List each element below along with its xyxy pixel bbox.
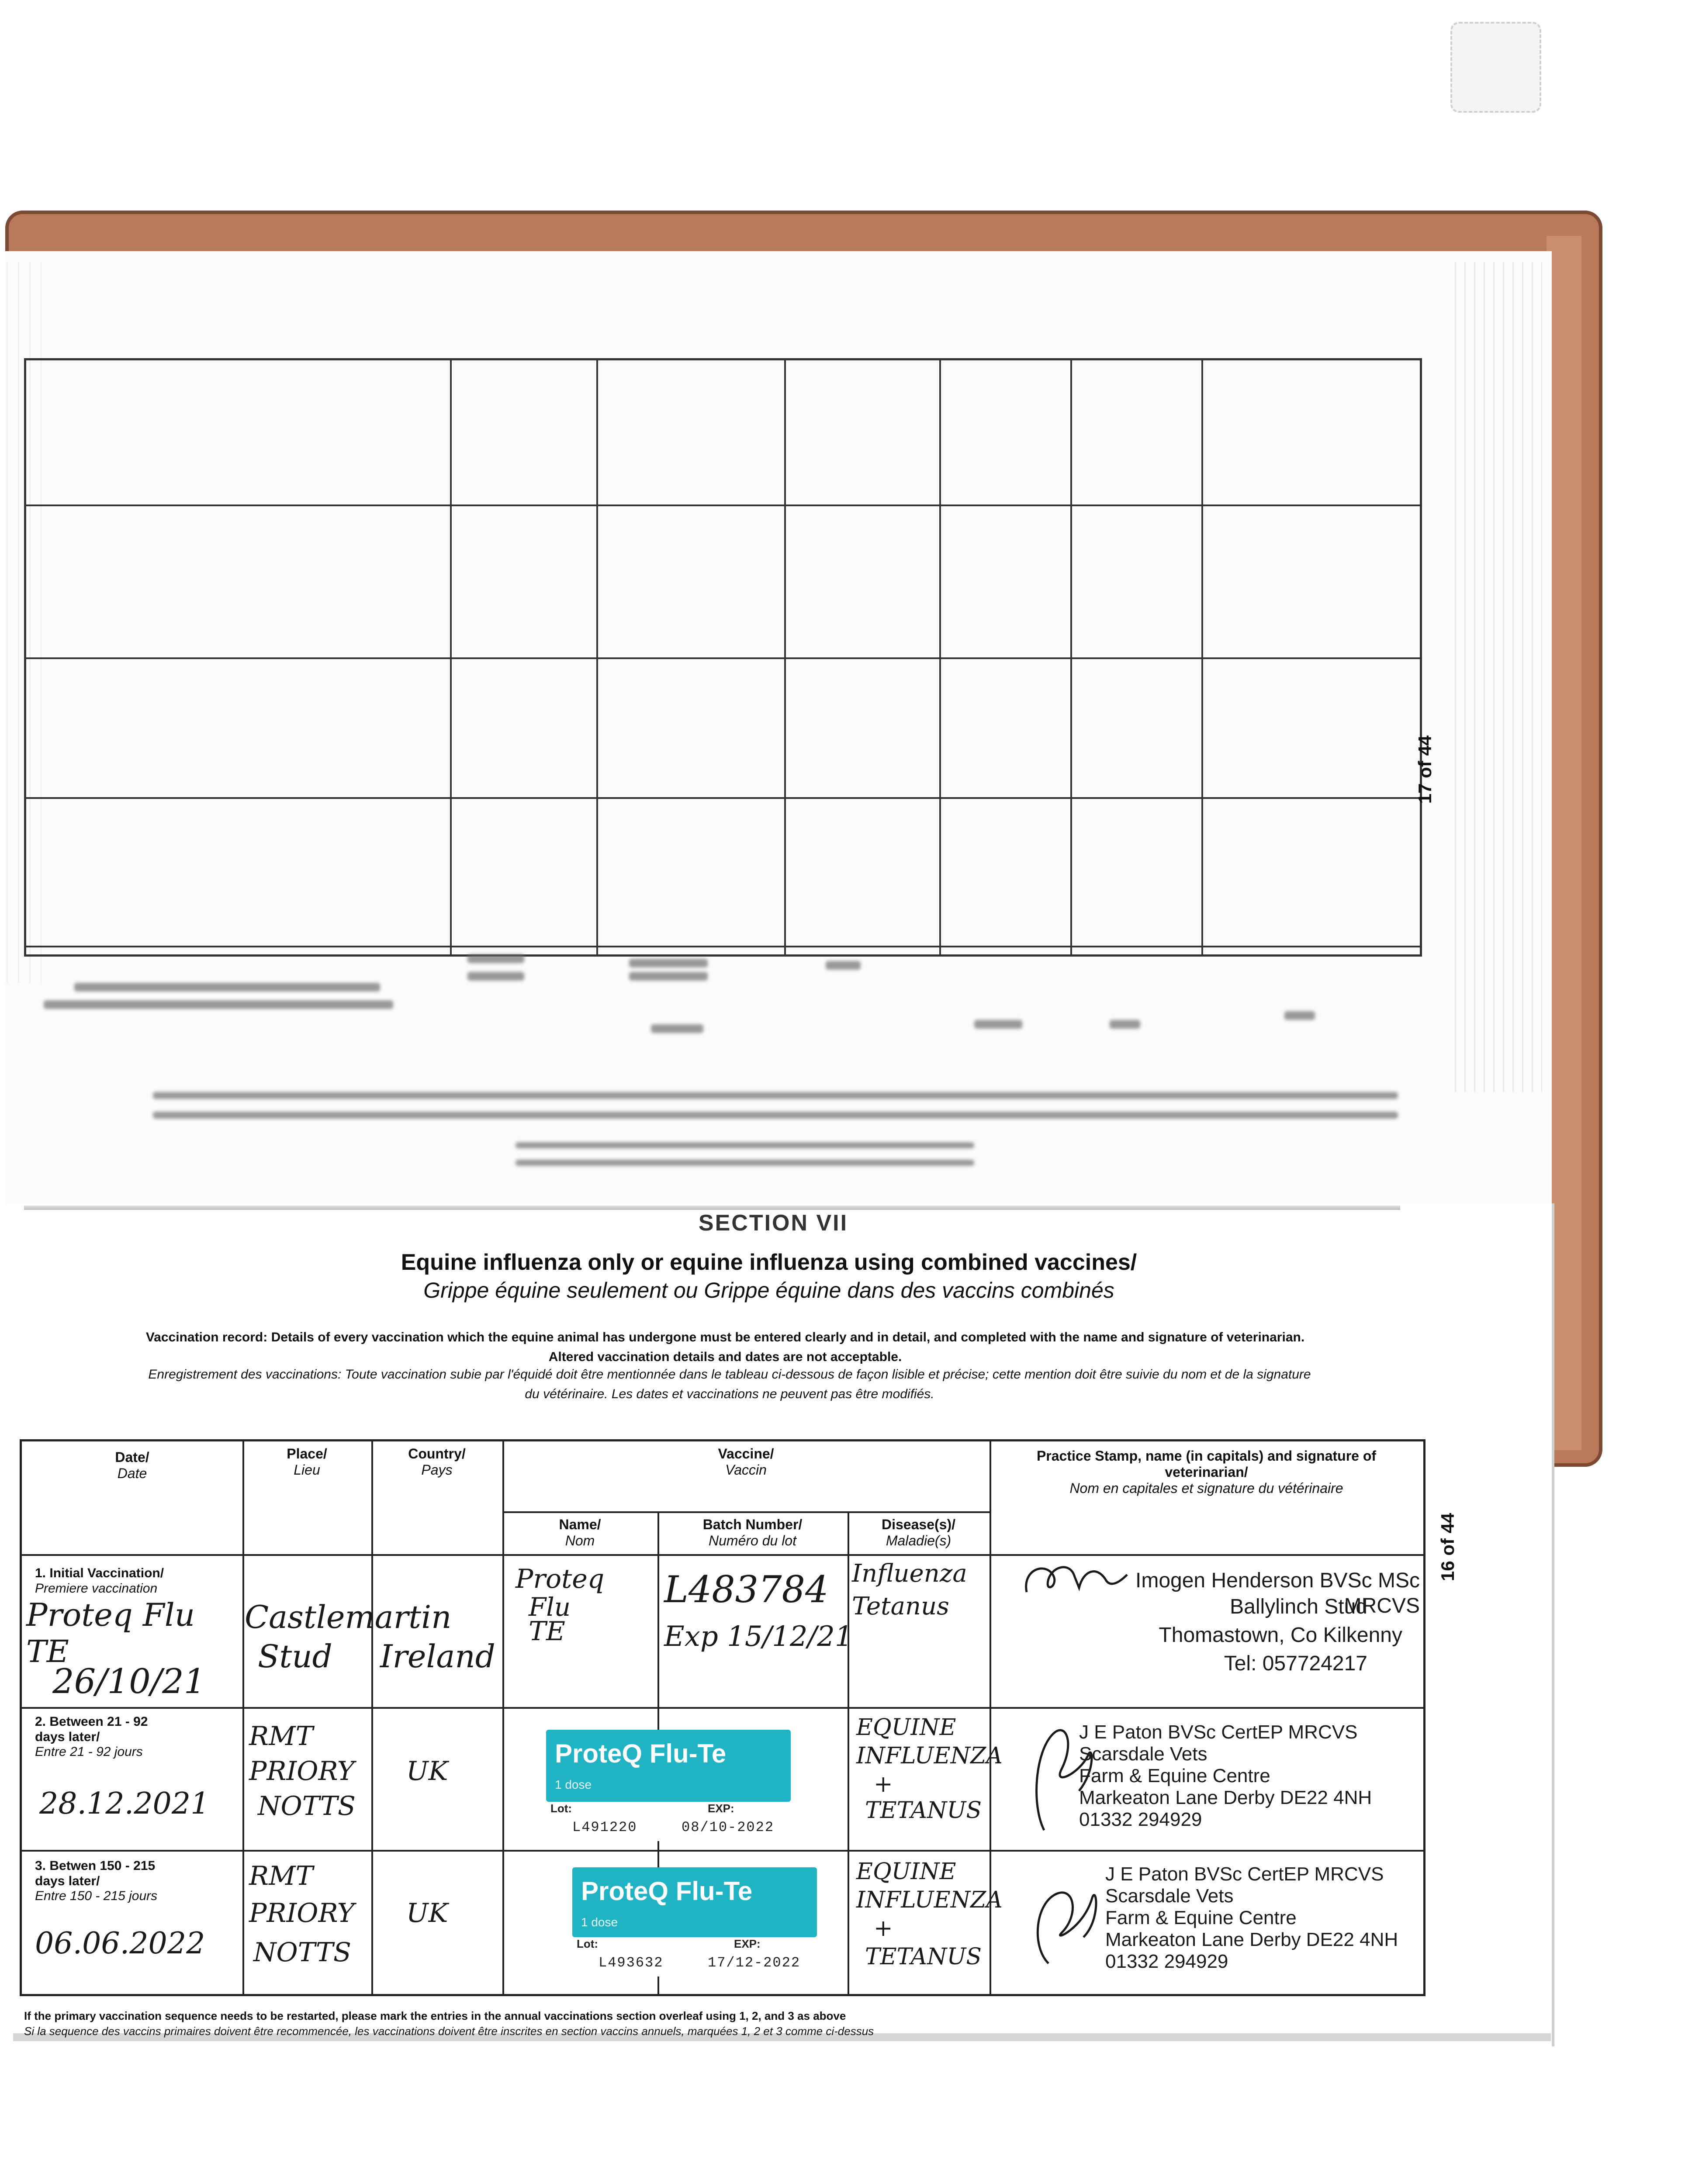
vaccine-sticker-3: ProteQ Flu-Te 1 dose	[572, 1867, 817, 1937]
hand-place-2c: NOTTS	[258, 1791, 356, 1821]
hand-name-1: Proteq	[516, 1564, 605, 1594]
col-header-place: Place/ Lieu	[287, 1446, 327, 1478]
mirrored-text	[153, 1112, 1398, 1119]
practice-stamp-3-line2: Scarsdale Vets	[1105, 1885, 1234, 1907]
practice-stamp-2-line2: Scarsdale Vets	[1079, 1743, 1208, 1765]
section-title: SECTION VII	[698, 1210, 848, 1236]
sticker-lot-number: L491220	[572, 1819, 637, 1835]
instructions-fr: Enregistrement des vaccinations: Toute vaccination subie par l'équidé doit être mentionnée dans le tableau ci-dessous de façon lisible et précise; cette mention doit être suivie du nom et de la signature	[148, 1367, 1311, 1382]
col-header-name: Name/ Nom	[559, 1517, 601, 1548]
row-label-third: 3. Betwen 150 - 215 days later/ Entre 150 - 215 jours	[35, 1859, 158, 1903]
hand-name-1c: TE	[529, 1616, 565, 1647]
practice-stamp-2-line5: 01332 294929	[1079, 1809, 1202, 1830]
col-header-vaccine: Vaccine/ Vaccin	[718, 1446, 774, 1478]
mirrored-text	[974, 1020, 1022, 1029]
vaccine-sticker-2	[546, 1730, 791, 1802]
page-number-16: 16 of 44	[1437, 1513, 1458, 1581]
hand-place-1: Castlemartin	[245, 1599, 452, 1635]
mirrored-text	[74, 983, 380, 992]
sticker-dose: 1 dose	[555, 1778, 592, 1791]
hand-disease-1b: Tetanus	[852, 1592, 949, 1621]
hand-date-1-line1: Proteq Flu	[26, 1597, 195, 1633]
practice-stamp-3-line5: 01332 294929	[1105, 1951, 1228, 1972]
practice-stamp-3-line4: Markeaton Lane Derby DE22 4NH	[1105, 1929, 1398, 1950]
mirrored-text	[153, 1092, 1398, 1099]
practice-stamp-1-line3: Thomastown, Co Kilkenny	[1159, 1624, 1402, 1647]
hand-date-1-line2: TE	[26, 1634, 69, 1669]
practice-stamp-3-line1: J E Paton BVSc CertEP MRCVS	[1105, 1863, 1384, 1885]
hand-disease-2c: +	[874, 1771, 893, 1797]
practice-stamp-2-line4: Markeaton Lane Derby DE22 4NH	[1079, 1787, 1372, 1808]
hand-place-2b: PRIORY	[249, 1756, 355, 1787]
hand-place-3: RMT	[249, 1861, 313, 1891]
hand-disease-2b: INFLUENZA	[856, 1743, 1003, 1769]
col-header-disease: Disease(s)/ Maladie(s)	[882, 1517, 955, 1548]
practice-stamp-2-line1: J E Paton BVSc CertEP MRCVS	[1079, 1721, 1358, 1743]
mirrored-text	[467, 972, 524, 981]
page-number-17: 17 of 44	[1415, 735, 1435, 804]
instructions-en-2: Altered vaccination details and dates are not acceptable.	[548, 1350, 902, 1364]
hand-place-3b: PRIORY	[249, 1898, 355, 1928]
hand-place-3c: NOTTS	[253, 1937, 351, 1968]
sticker-exp-date: 08/10-2022	[682, 1819, 775, 1835]
mirrored-text	[516, 1160, 974, 1166]
col-header-stamp: Practice Stamp, name (in capitals) and signature of veterinarian/ Nom en capitales et signature du vétérinaire	[1036, 1448, 1377, 1496]
mirrored-text	[629, 972, 708, 981]
hand-name-1b: Flu	[529, 1592, 571, 1622]
empty-vaccination-grid	[24, 358, 1422, 957]
hand-disease-3: EQUINE	[856, 1859, 956, 1885]
mirrored-text	[629, 959, 708, 968]
section-heading-en: Equine influenza only or equine influenza using combined vaccines/	[401, 1250, 1137, 1275]
hand-disease-3c: +	[874, 1915, 893, 1942]
practice-stamp-1-line1: Imogen Henderson BVSc MSc MRCVS	[1135, 1569, 1420, 1617]
hand-country-2: UK	[406, 1756, 448, 1787]
hand-country-1: Ireland	[380, 1638, 495, 1675]
hand-place-2: RMT	[249, 1721, 313, 1752]
footnote-fr: Si la sequence des vaccins primaires doivent être recommencée, les vaccinations doivent être inscrites en section vaccins annuels, marquées 1, 2 et 3 comme ci-dessus	[24, 2025, 874, 2038]
col-header-country: Country/ Pays	[408, 1446, 466, 1478]
section-heading-fr: Grippe équine seulement ou Grippe équine dans des vaccins combinés	[423, 1278, 1114, 1303]
security-pattern	[1455, 262, 1542, 1092]
mirrored-text	[826, 961, 861, 970]
hand-country-3: UK	[406, 1898, 448, 1928]
mirrored-text	[467, 954, 524, 963]
footnote-en: If the primary vaccination sequence needs to be restarted, please mark the entries in the annual vaccinations section overleaf using 1, 2, and 3 as above	[24, 2009, 846, 2022]
hand-date-3: 06.06.2022	[35, 1926, 205, 1961]
hand-batch-1: L483784	[664, 1568, 829, 1611]
mirrored-text	[1110, 1020, 1140, 1029]
col-header-date: Date/ Date	[115, 1449, 149, 1481]
hand-disease-2: EQUINE	[856, 1714, 956, 1741]
vaccination-table	[20, 1439, 1426, 1996]
hand-place-1b: Stud	[258, 1638, 332, 1675]
mirrored-text	[1284, 1011, 1315, 1020]
hand-date-1: 26/10/21	[52, 1662, 206, 1701]
practice-stamp-2-line3: Farm & Equine Centre	[1079, 1765, 1270, 1787]
mirrored-text	[44, 1000, 393, 1009]
col-header-batch: Batch Number/ Numéro du lot	[702, 1517, 803, 1548]
practice-stamp-3-line3: Farm & Equine Centre	[1105, 1907, 1297, 1928]
hand-disease-3b: INFLUENZA	[856, 1887, 1003, 1913]
sticker-lot-2: Lot: EXP: L491220 08/10-2022	[546, 1802, 791, 1841]
hand-disease-2d: TETANUS	[865, 1797, 982, 1824]
section-rule	[24, 1206, 1400, 1210]
practice-stamp-1-line4: Tel: 057724217	[1224, 1652, 1367, 1675]
hand-disease-3d: TETANUS	[865, 1944, 982, 1970]
row-label-initial: 1. Initial Vaccination/ Premiere vaccination	[35, 1566, 164, 1596]
practice-stamp-1-line2: Ballylinch Stud	[1230, 1595, 1367, 1618]
sticker-lot-3: Lot: EXP: L493632 17/12-2022	[572, 1937, 817, 1977]
mirrored-text	[651, 1024, 703, 1033]
staple-mark	[1450, 22, 1541, 113]
signature-vet-3	[1027, 1867, 1105, 1968]
sticker-brand: ProteQ Flu-Te	[555, 1739, 727, 1768]
hand-date-2: 28.12.2021	[39, 1787, 210, 1821]
instructions-fr-2: du vétérinaire. Les dates et vaccinations ne peuvent pas être modifiés.	[525, 1387, 934, 1401]
hand-disease-1: Influenza	[852, 1559, 967, 1588]
hand-batch-1-exp: Exp 15/12/21	[664, 1621, 853, 1653]
row-label-second: 2. Between 21 - 92 days later/ Entre 21 - 92 jours	[35, 1714, 148, 1759]
mirrored-text	[516, 1142, 974, 1148]
instructions-en: Vaccination record: Details of every vaccination which the equine animal has undergone must be entered clearly and in detail, and completed with the name and signature of veterinarian.	[145, 1330, 1305, 1344]
